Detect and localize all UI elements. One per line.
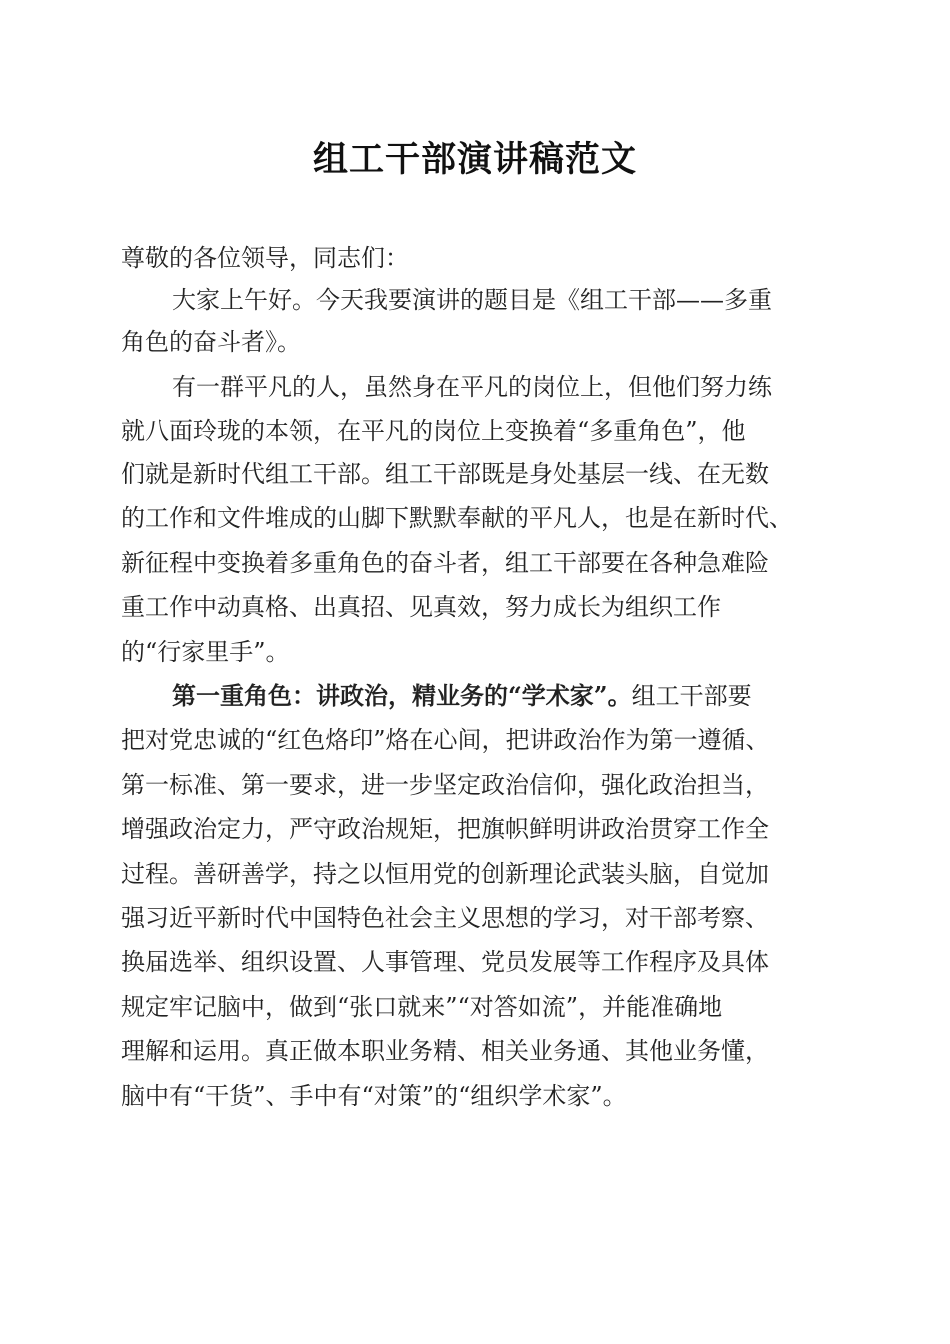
- paragraph-line: 的“行家里手”。: [121, 638, 290, 666]
- paragraph-line: 过程。善研善学，持之以恒用党的创新理论武装头脑，自觉加: [121, 860, 769, 888]
- paragraph-line: 把对党忠诚的“红色烙印”烙在心间，把讲政治作为第一遵循、: [121, 726, 770, 754]
- salutation-line: 尊敬的各位领导，同志们：: [121, 244, 409, 272]
- section-heading-rest: 组工干部要: [631, 682, 752, 710]
- section-heading-bold: 第一重角色：讲政治，精业务的“学术家”。: [172, 681, 632, 710]
- paragraph-line: 脑中有“干货”、手中有“对策”的“组织学术家”。: [121, 1082, 627, 1110]
- section-heading-line: [172, 678, 832, 714]
- paragraph-line: 大家上午好。今天我要演讲的题目是《组工干部——多重: [172, 286, 772, 314]
- paragraph-line: 就八面玲珑的本领，在平凡的岗位上变换着“多重角色”，他: [121, 417, 746, 445]
- paragraph-line: 重工作中动真格、出真招、见真效，努力成长为组织工作: [121, 593, 721, 621]
- paragraph-line: 角色的奋斗者》。: [121, 328, 301, 356]
- paragraph-line: 第一标准、第一要求，进一步坚定政治信仰，强化政治担当，: [121, 771, 769, 799]
- paragraph-line: 的工作和文件堆成的山脚下默默奉献的平凡人，也是在新时代、: [121, 504, 793, 532]
- paragraph-line: 理解和运用。真正做本职业务精、相关业务通、其他业务懂，: [121, 1037, 769, 1065]
- paragraph-line: 们就是新时代组工干部。组工干部既是身处基层一线、在无数: [121, 460, 769, 488]
- paragraph-line: 新征程中变换着多重角色的奋斗者，组工干部要在各种急难险: [121, 549, 769, 577]
- paragraph-line: 换届选举、组织设置、人事管理、党员发展等工作程序及具体: [121, 948, 769, 976]
- paragraph-line: 有一群平凡的人，虽然身在平凡的岗位上，但他们努力练: [172, 373, 772, 401]
- document-title: 组工干部演讲稿范文: [312, 139, 637, 180]
- paragraph-line: 强习近平新时代中国特色社会主义思想的学习，对干部考察、: [121, 904, 769, 932]
- paragraph-line: 增强政治定力，严守政治规矩，把旗帜鲜明讲政治贯穿工作全: [121, 815, 769, 843]
- paragraph-line: 规定牢记脑中，做到“张口就来”“对答如流”，并能准确地: [121, 993, 723, 1021]
